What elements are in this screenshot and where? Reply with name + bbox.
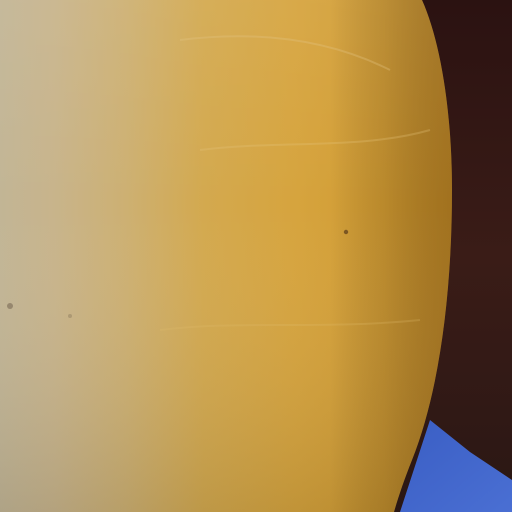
blemish-spot	[7, 303, 13, 309]
blemish-spot	[68, 314, 72, 318]
blemish-spot	[344, 230, 348, 234]
